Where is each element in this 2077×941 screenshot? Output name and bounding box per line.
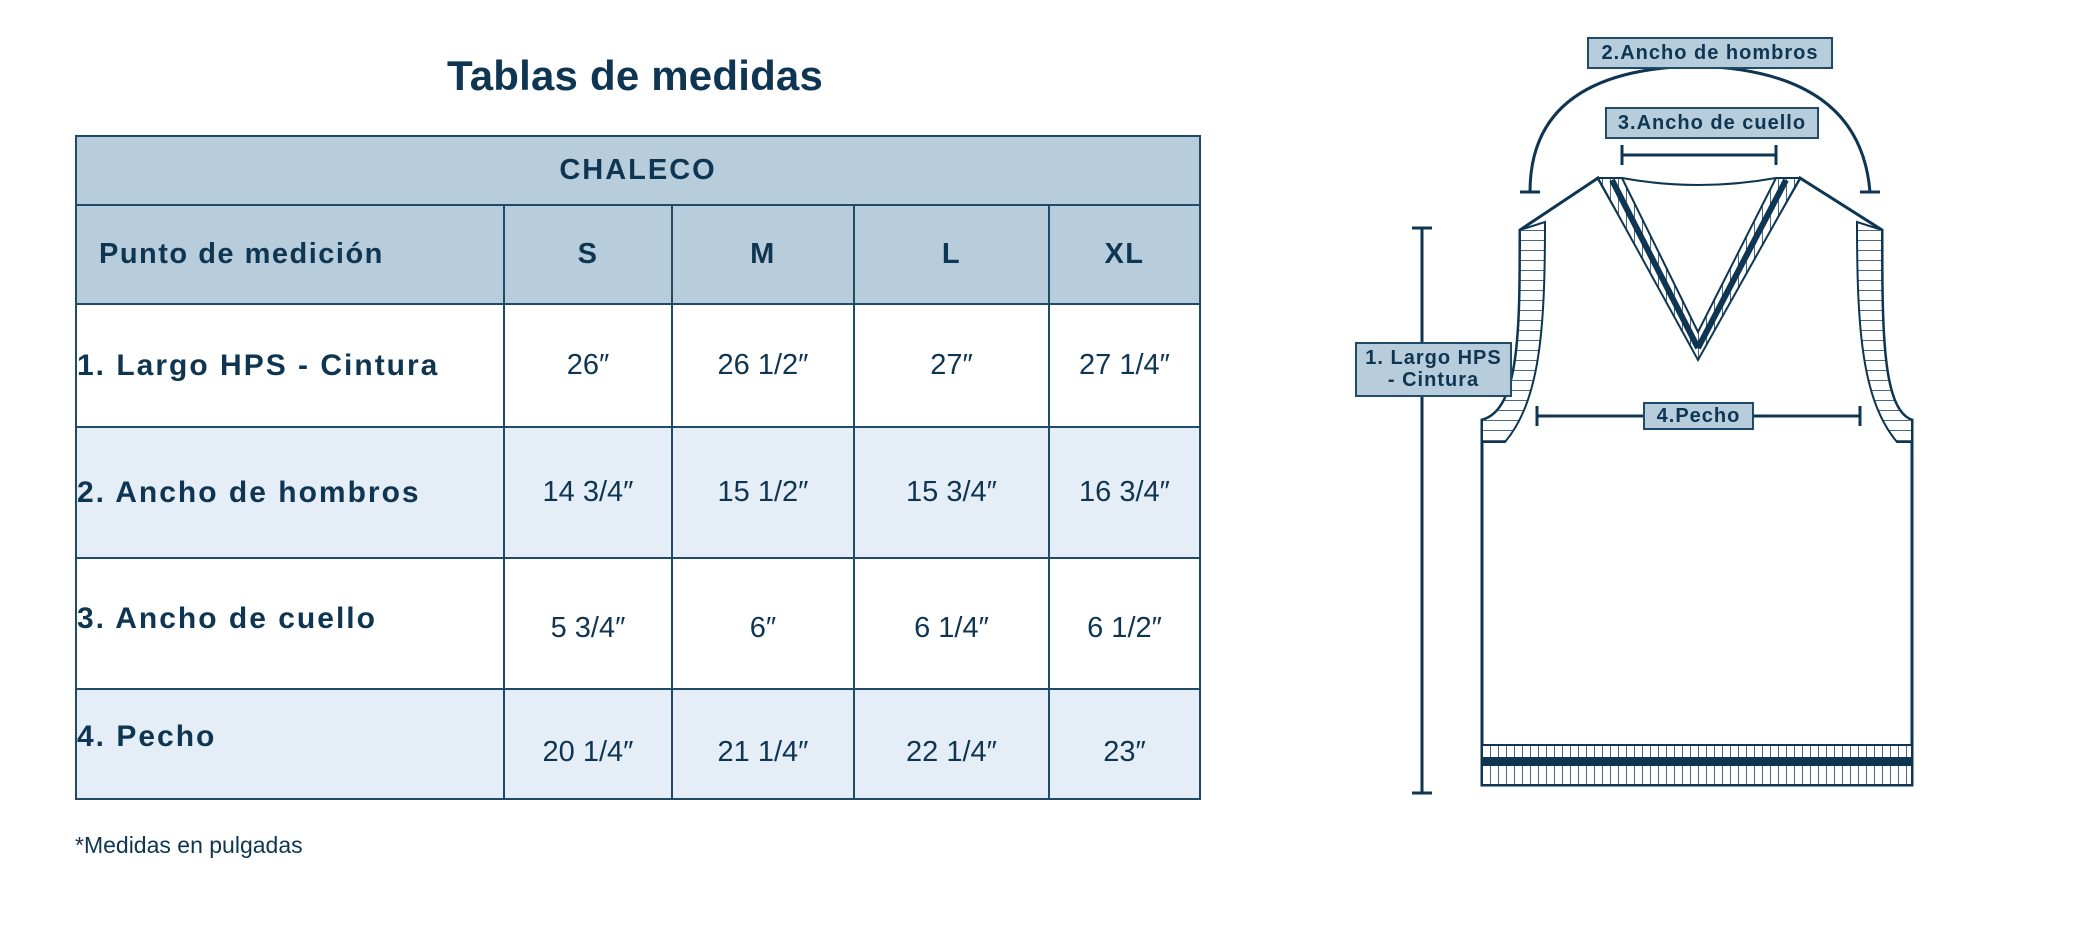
cell-value: 6″ xyxy=(672,558,854,689)
length-label-line2: - Cintura xyxy=(1387,369,1480,391)
column-header-size-m: M xyxy=(672,205,854,304)
cell-value: 21 1/4″ xyxy=(672,689,854,799)
cell-value: 15 1/2″ xyxy=(672,427,854,558)
cell-value: 20 1/4″ xyxy=(504,689,672,799)
vest-body xyxy=(1482,178,1912,785)
chest-label: 4.Pecho xyxy=(1643,402,1754,430)
row-label: 3. Ancho de cuello xyxy=(76,558,504,689)
column-header-size-xl: XL xyxy=(1049,205,1200,304)
cell-value: 26″ xyxy=(504,304,672,427)
cell-value: 27 1/4″ xyxy=(1049,304,1200,427)
length-label xyxy=(1355,342,1512,397)
shoulder-width-label: 2.Ancho de hombros xyxy=(1587,37,1833,69)
garment-title: CHALECO xyxy=(76,136,1200,205)
table-row xyxy=(76,689,1200,799)
units-note: *Medidas en pulgadas xyxy=(75,832,303,858)
cell-value: 16 3/4″ xyxy=(1049,427,1200,558)
row-label: 1. Largo HPS - Cintura xyxy=(76,304,504,427)
table-header-row xyxy=(76,205,1200,304)
row-label: 2. Ancho de hombros xyxy=(76,427,504,558)
table-row xyxy=(76,558,1200,689)
cell-value: 22 1/4″ xyxy=(854,689,1049,799)
neck-width-label: 3.Ancho de cuello xyxy=(1605,107,1819,139)
neck-back-curve xyxy=(1622,178,1776,185)
column-header-size-l: L xyxy=(854,205,1049,304)
cell-value: 23″ xyxy=(1049,689,1200,799)
vest-diagram xyxy=(1330,30,1950,810)
cell-value: 6 1/4″ xyxy=(854,558,1049,689)
column-header-measurement-point: Punto de medición xyxy=(76,205,504,304)
cell-value: 5 3/4″ xyxy=(504,558,672,689)
hem-stripe xyxy=(1482,757,1912,766)
table-row xyxy=(76,427,1200,558)
size-table xyxy=(75,135,1201,800)
page-title: Tablas de medidas xyxy=(446,52,824,99)
cell-value: 27″ xyxy=(854,304,1049,427)
cell-value: 6 1/2″ xyxy=(1049,558,1200,689)
table-title-row xyxy=(76,136,1200,205)
cell-value: 15 3/4″ xyxy=(854,427,1049,558)
column-header-size-s: S xyxy=(504,205,672,304)
table-row xyxy=(76,304,1200,427)
length-label-line1: 1. Largo HPS xyxy=(1365,347,1502,369)
cell-value: 26 1/2″ xyxy=(672,304,854,427)
row-label: 4. Pecho xyxy=(76,689,504,799)
cell-value: 14 3/4″ xyxy=(504,427,672,558)
